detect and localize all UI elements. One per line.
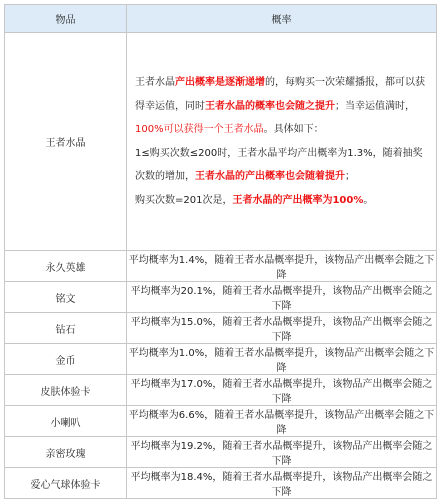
crystal-description xyxy=(127,33,437,251)
item-name: 皮肤体验卡 xyxy=(5,375,127,406)
table-row xyxy=(5,406,437,437)
text-segment: 王者水晶 xyxy=(135,77,175,88)
item-description: 平均概率为6.6%，随着王者水晶概率提升，该物品产出概率会随之下降 xyxy=(127,406,437,437)
table-row xyxy=(5,437,437,468)
crystal-paragraph-final xyxy=(135,189,428,213)
crystal-paragraph-range xyxy=(135,142,428,189)
table-row xyxy=(5,282,437,313)
item-description: 平均概率为20.1%，随着王者水晶概率提升，该物品产出概率会随之下降 xyxy=(127,282,437,313)
highlight-text: 王者水晶的概率也会随之提升 xyxy=(205,100,335,112)
item-name: 王者水晶 xyxy=(5,33,127,251)
text-segment: 。具体如下： xyxy=(263,124,324,135)
item-description: 平均概率为19.2%，随着王者水晶概率提升，该物品产出概率会随之下降 xyxy=(127,437,437,468)
table-row xyxy=(5,251,437,282)
header-item: 物品 xyxy=(5,5,127,33)
highlight-text: 王者水晶的产出概率也会随着提升 xyxy=(195,171,345,182)
item-description: 平均概率为18.4%，随着王者水晶概率提升，该物品产出概率会随之下降 xyxy=(127,468,437,499)
highlight-text: 产出概率是逐渐递增 xyxy=(175,77,265,88)
item-description: 平均概率为15.0%，随着王者水晶概率提升，该物品产出概率会随之下降 xyxy=(127,313,437,344)
text-segment: ； xyxy=(345,171,355,182)
item-name: 铭文 xyxy=(5,282,127,313)
item-description: 平均概率为17.0%，随着王者水晶概率提升，该物品产出概率会随之下降 xyxy=(127,375,437,406)
crystal-paragraph-intro xyxy=(135,71,428,142)
highlight-text: 100%可以获得一个王者水晶 xyxy=(135,124,264,135)
item-name: 爱心气球体验卡 xyxy=(5,468,127,499)
item-name: 金币 xyxy=(5,344,127,375)
text-segment: 购买次数=201次是， xyxy=(135,194,233,206)
item-name: 亲密玫瑰 xyxy=(5,437,127,468)
table-row xyxy=(5,313,437,344)
table-row xyxy=(5,468,437,499)
header-probability: 概率 xyxy=(127,5,437,33)
item-name: 永久英雄 xyxy=(5,251,127,282)
item-name: 小喇叭 xyxy=(5,406,127,437)
table-row xyxy=(5,344,437,375)
text-segment: ；当幸运值满时， xyxy=(335,100,415,112)
item-name: 钻石 xyxy=(5,313,127,344)
table-row-crystal xyxy=(5,33,437,251)
header-row xyxy=(5,5,437,33)
item-description: 平均概率为1.4%，随着王者水晶概率提升，该物品产出概率会随之下降 xyxy=(127,251,437,282)
table-row xyxy=(5,375,437,406)
item-description: 平均概率为1.0%，随着王者水晶概率提升，该物品产出概率会随之下降 xyxy=(127,344,437,375)
probability-table xyxy=(4,4,437,499)
text-segment: 。 xyxy=(363,194,374,206)
highlight-text: 王者水晶的产出概率为100% xyxy=(232,194,364,206)
text-segment: 的，每购买一次荣耀播报，都可以获得幸运值，同时 xyxy=(135,77,425,112)
text-segment: 1≤购买次数≤200时，王者水晶平均产出概率为1.3%，随着抽奖次数的增加， xyxy=(135,147,423,182)
